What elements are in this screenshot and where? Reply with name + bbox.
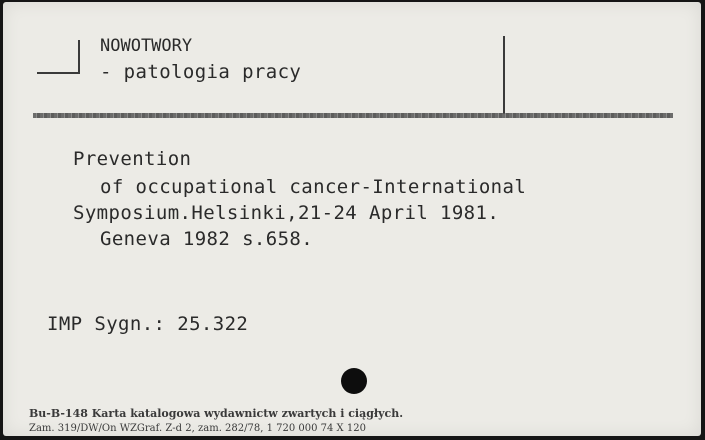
subject-heading: NOWOTWORY xyxy=(100,36,193,56)
title-line-2: of occupational cancer-International xyxy=(100,176,527,198)
title-line-1: Prevention xyxy=(73,148,192,170)
header-rule xyxy=(33,113,673,118)
title-line-3: Symposium.Helsinki,21-24 April 1981. xyxy=(73,202,500,224)
printer-footer-line-2: Zam. 319/DW/On WZGraf. Z-d 2, zam. 282/78, 1 720 000 74 X 120 xyxy=(29,423,366,434)
call-number: IMP Sygn.: 25.322 xyxy=(47,313,249,335)
punch-hole xyxy=(341,368,367,394)
subject-subdivision: - patologia pracy xyxy=(100,61,302,83)
catalog-card xyxy=(3,2,701,436)
corner-rule-horizontal xyxy=(37,72,80,74)
divider-rule-vertical xyxy=(503,36,505,114)
title-line-4: Geneva 1982 s.658. xyxy=(100,228,314,250)
corner-rule-vertical xyxy=(78,40,80,74)
printer-footer-line-1: Bu-B-148 Karta katalogowa wydawnictw zwartych i ciągłych. xyxy=(29,407,404,420)
